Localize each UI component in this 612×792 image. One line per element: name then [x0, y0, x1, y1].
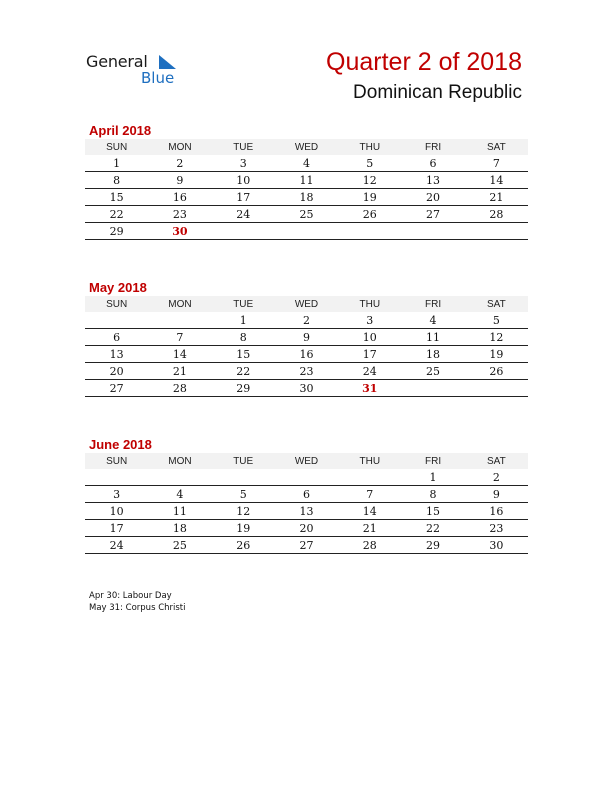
logo-triangle-icon: [157, 54, 177, 70]
week-row: [85, 189, 528, 206]
day-cell: 10: [338, 329, 401, 346]
holiday-note: May 31: Corpus Christi: [89, 603, 186, 613]
calendar-table: [85, 453, 528, 554]
weekday-header: THU: [338, 453, 401, 469]
day-cell: 6: [85, 329, 148, 346]
weekday-header: MON: [148, 453, 211, 469]
day-cell: 23: [465, 520, 528, 537]
day-cell: 25: [401, 363, 464, 380]
weekday-header-row: [85, 296, 528, 312]
day-cell: 24: [212, 206, 275, 223]
weekday-header: FRI: [401, 139, 464, 155]
day-cell: 17: [212, 189, 275, 206]
day-cell: 26: [212, 537, 275, 554]
week-row: [85, 346, 528, 363]
day-cell: 11: [401, 329, 464, 346]
month-may: [85, 279, 528, 397]
day-cell: 7: [338, 486, 401, 503]
day-cell: 13: [401, 172, 464, 189]
day-cell: 8: [85, 172, 148, 189]
page-title: Quarter 2 of 2018: [326, 48, 522, 76]
day-cell: 11: [148, 503, 211, 520]
day-cell: 19: [212, 520, 275, 537]
day-cell: 20: [275, 520, 338, 537]
day-cell: [212, 223, 275, 240]
calendar-table: [85, 139, 528, 240]
day-cell: 18: [275, 189, 338, 206]
day-cell: 31: [338, 380, 401, 397]
day-cell: 19: [338, 189, 401, 206]
logo-blue-text: Blue: [141, 69, 175, 87]
week-row: [85, 155, 528, 172]
day-cell: 26: [465, 363, 528, 380]
day-cell: 17: [85, 520, 148, 537]
day-cell: 9: [465, 486, 528, 503]
day-cell: 4: [275, 155, 338, 172]
day-cell: 25: [148, 537, 211, 554]
day-cell: 27: [85, 380, 148, 397]
week-row: [85, 380, 528, 397]
week-row: [85, 503, 528, 520]
day-cell: 5: [338, 155, 401, 172]
day-cell: 30: [275, 380, 338, 397]
weekday-header: FRI: [401, 296, 464, 312]
weekday-header: SAT: [465, 296, 528, 312]
week-row: [85, 206, 528, 223]
day-cell: 6: [275, 486, 338, 503]
day-cell: [465, 380, 528, 397]
day-cell: [212, 469, 275, 486]
day-cell: [275, 223, 338, 240]
day-cell: 3: [212, 155, 275, 172]
day-cell: 12: [465, 329, 528, 346]
day-cell: 15: [85, 189, 148, 206]
day-cell: 4: [401, 312, 464, 329]
day-cell: 2: [465, 469, 528, 486]
weekday-header-row: [85, 139, 528, 155]
day-cell: 28: [148, 380, 211, 397]
day-cell: 27: [401, 206, 464, 223]
weekday-header: SUN: [85, 139, 148, 155]
day-cell: 13: [85, 346, 148, 363]
weekday-header: THU: [338, 296, 401, 312]
weekday-header: TUE: [212, 453, 275, 469]
weekday-header: SAT: [465, 453, 528, 469]
day-cell: 26: [338, 206, 401, 223]
day-cell: 25: [275, 206, 338, 223]
weekday-header: WED: [275, 139, 338, 155]
day-cell: 14: [338, 503, 401, 520]
day-cell: [401, 223, 464, 240]
country-name: Dominican Republic: [353, 82, 522, 103]
weekday-header-row: [85, 453, 528, 469]
day-cell: 29: [212, 380, 275, 397]
day-cell: 11: [275, 172, 338, 189]
day-cell: 29: [85, 223, 148, 240]
week-row: [85, 520, 528, 537]
day-cell: 2: [275, 312, 338, 329]
day-cell: 3: [338, 312, 401, 329]
day-cell: 10: [85, 503, 148, 520]
weekday-header: SAT: [465, 139, 528, 155]
day-cell: 2: [148, 155, 211, 172]
day-cell: [338, 223, 401, 240]
day-cell: 16: [148, 189, 211, 206]
calendar-table: [85, 296, 528, 397]
holiday-notes: [89, 590, 186, 614]
week-row: [85, 172, 528, 189]
day-cell: 29: [401, 537, 464, 554]
day-cell: [465, 223, 528, 240]
day-cell: 10: [212, 172, 275, 189]
day-cell: 12: [338, 172, 401, 189]
day-cell: 4: [148, 486, 211, 503]
weekday-header: MON: [148, 296, 211, 312]
logo-general-text: General: [86, 52, 148, 71]
day-cell: 9: [275, 329, 338, 346]
day-cell: 13: [275, 503, 338, 520]
weekday-header: SUN: [85, 453, 148, 469]
day-cell: 23: [148, 206, 211, 223]
day-cell: 8: [212, 329, 275, 346]
day-cell: 16: [275, 346, 338, 363]
week-row: [85, 469, 528, 486]
weekday-header: TUE: [212, 296, 275, 312]
day-cell: 21: [465, 189, 528, 206]
day-cell: [401, 380, 464, 397]
week-row: [85, 363, 528, 380]
day-cell: 22: [401, 520, 464, 537]
weekday-header: THU: [338, 139, 401, 155]
week-row: [85, 486, 528, 503]
day-cell: 6: [401, 155, 464, 172]
day-cell: 30: [465, 537, 528, 554]
day-cell: 19: [465, 346, 528, 363]
day-cell: 9: [148, 172, 211, 189]
day-cell: 8: [401, 486, 464, 503]
day-cell: 24: [85, 537, 148, 554]
day-cell: 28: [338, 537, 401, 554]
month-title: June 2018: [89, 437, 152, 452]
day-cell: 3: [85, 486, 148, 503]
month-april: [85, 122, 528, 240]
day-cell: 16: [465, 503, 528, 520]
day-cell: 18: [401, 346, 464, 363]
day-cell: 17: [338, 346, 401, 363]
week-row: [85, 223, 528, 240]
day-cell: 15: [401, 503, 464, 520]
day-cell: 5: [465, 312, 528, 329]
day-cell: 7: [465, 155, 528, 172]
month-title: April 2018: [89, 123, 152, 138]
day-cell: 1: [85, 155, 148, 172]
week-row: [85, 537, 528, 554]
day-cell: 1: [401, 469, 464, 486]
day-cell: 5: [212, 486, 275, 503]
generalblue-logo: [86, 52, 196, 92]
day-cell: [148, 312, 211, 329]
week-row: [85, 329, 528, 346]
day-cell: 22: [85, 206, 148, 223]
day-cell: 20: [401, 189, 464, 206]
day-cell: [85, 312, 148, 329]
week-row: [85, 312, 528, 329]
day-cell: 7: [148, 329, 211, 346]
day-cell: 18: [148, 520, 211, 537]
day-cell: 27: [275, 537, 338, 554]
day-cell: 1: [212, 312, 275, 329]
day-cell: [275, 469, 338, 486]
weekday-header: WED: [275, 296, 338, 312]
day-cell: [85, 469, 148, 486]
day-cell: [148, 469, 211, 486]
day-cell: 15: [212, 346, 275, 363]
day-cell: [338, 469, 401, 486]
weekday-header: WED: [275, 453, 338, 469]
month-june: [85, 436, 528, 554]
day-cell: 21: [338, 520, 401, 537]
day-cell: 24: [338, 363, 401, 380]
holiday-note: Apr 30: Labour Day: [89, 591, 172, 601]
day-cell: 21: [148, 363, 211, 380]
day-cell: 14: [148, 346, 211, 363]
day-cell: 30: [148, 223, 211, 240]
day-cell: 20: [85, 363, 148, 380]
month-title: May 2018: [89, 280, 147, 295]
day-cell: 23: [275, 363, 338, 380]
weekday-header: MON: [148, 139, 211, 155]
day-cell: 14: [465, 172, 528, 189]
weekday-header: SUN: [85, 296, 148, 312]
day-cell: 12: [212, 503, 275, 520]
day-cell: 28: [465, 206, 528, 223]
day-cell: 22: [212, 363, 275, 380]
weekday-header: TUE: [212, 139, 275, 155]
weekday-header: FRI: [401, 453, 464, 469]
